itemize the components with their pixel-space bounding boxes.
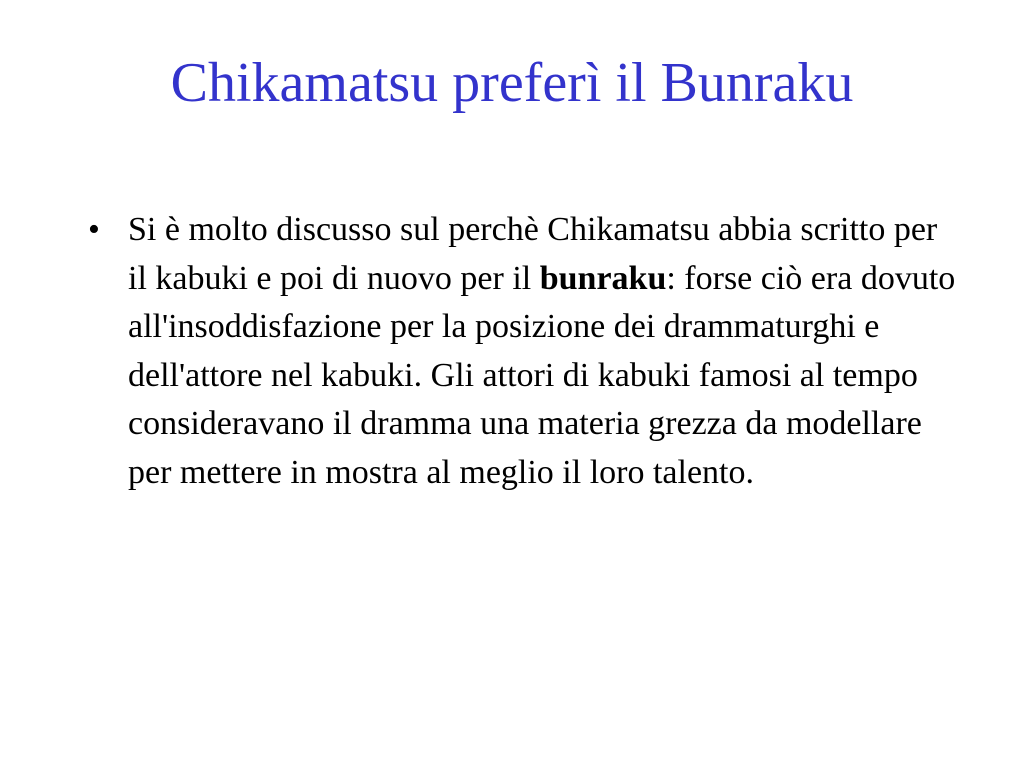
slide-title: Chikamatsu preferì il Bunraku — [170, 52, 854, 114]
bullet-list — [80, 206, 960, 497]
bullet-item — [80, 206, 960, 497]
bullet-text-before: Si è molto discusso sul perchè Chikamatsu abbia scritto per il kabuki e poi di nuovo per il — [128, 211, 938, 297]
bullet-text — [128, 211, 955, 491]
bullet-text-bold: bunraku — [539, 259, 667, 297]
bullet-text-after: : forse ciò era dovuto all'insoddisfazione per la posizione dei drammaturghi e dell'attore nel kabuki. Gli attori di kabuki famosi al tempo consideravano il dramma una materia grezza da modellare per mettere in mostra al meglio il loro talento. — [128, 259, 956, 491]
bullet-marker: • — [88, 211, 100, 248]
